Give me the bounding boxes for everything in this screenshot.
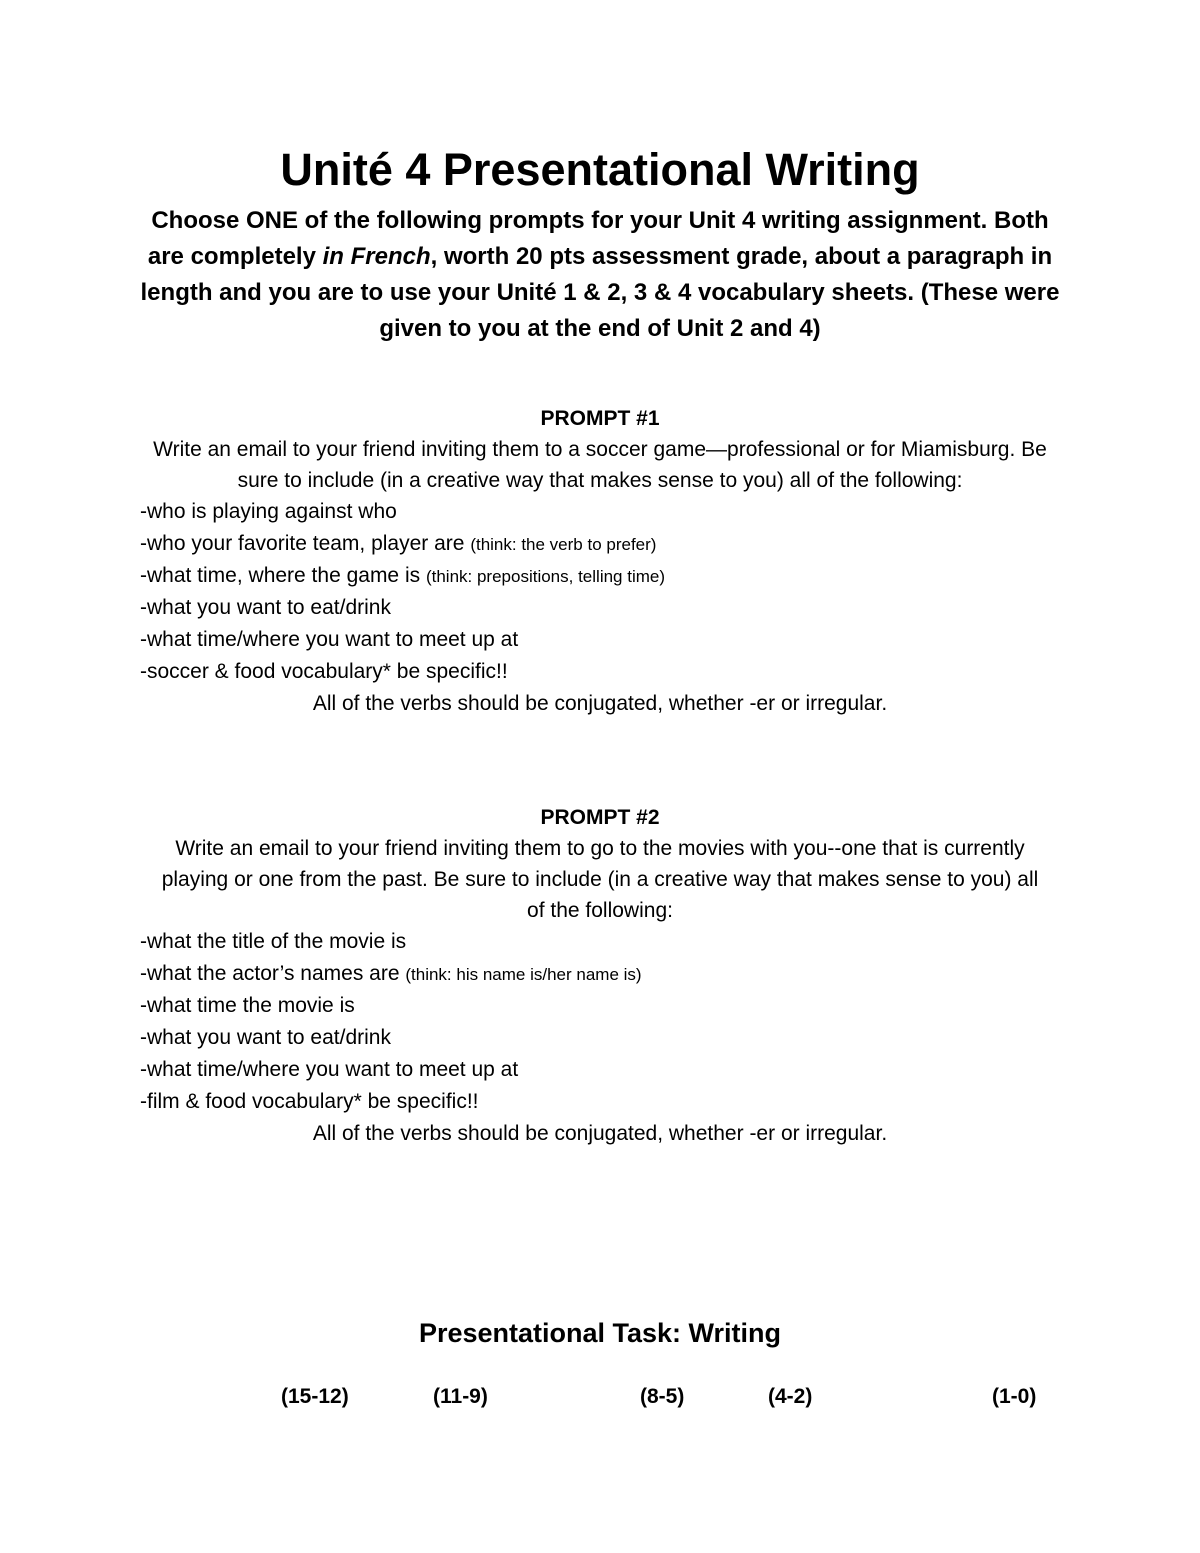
list-item-text: -what time, where the game is [140,564,426,587]
list-item-hint: (think: prepositions, telling time) [425,567,665,586]
list-item [140,528,1060,560]
list-item-hint: (think: his name is/her name is) [405,965,642,984]
list-item [140,624,1060,656]
prompt-2-description: Write an email to your friend inviting them to go to the movies with you--one that is currently playing or one from the past. Be sure to include (in a creative way that makes sense to you) all of the following: [161,837,1039,922]
prompt-2-section [140,802,1060,1149]
score-range: (11-9) [433,1385,488,1408]
list-item-text: -film & food vocabulary* be specific!! [140,1090,479,1113]
list-item [140,496,1060,528]
prompt-1-section [140,403,1060,719]
score-range: (8-5) [640,1385,685,1408]
list-item-text: -who your favorite team, player are [140,532,471,555]
intro-italic-text: in French [322,243,431,270]
list-item-text: -what time/where you want to meet up at [140,1058,519,1081]
list-item-text: -who is playing against who [140,500,397,523]
list-item-text: -soccer & food vocabulary* be specific!! [140,660,508,683]
list-item-text: -what you want to eat/drink [140,596,391,619]
list-item-text: -what time the movie is [140,994,355,1017]
list-item [140,1086,1060,1118]
page-title: Unité 4 Presentational Writing [280,144,920,195]
prompt-2-closing: All of the verbs should be conjugated, whether -er or irregular. [312,1122,888,1145]
score-range: (4-2) [768,1385,813,1408]
list-item [140,1054,1060,1086]
intro-text-end: , worth 20 pts assessment grade, about a paragraph in length and you are to use your Unité 1 & 2, 3 & 4 vocabulary sheets. (These were given to you at the end of Unit 2 and 4) [140,243,1060,342]
prompt-1-description: Write an email to your friend inviting them to a soccer game—professional or for Miamisburg. Be sure to include (in a creative way that makes sense to you) all of the following: [153,438,1047,492]
score-range: (15-12) [281,1385,349,1408]
prompt-1-heading: PROMPT #1 [540,407,660,430]
score-range: (1-0) [992,1385,1037,1408]
list-item [140,1022,1060,1054]
list-item [140,656,1060,688]
list-item-text: -what you want to eat/drink [140,1026,391,1049]
intro-paragraph [130,203,1070,347]
prompt-1-requirements [140,496,1060,688]
list-item-text: -what the title of the movie is [140,930,407,953]
prompt-1-closing: All of the verbs should be conjugated, whether -er or irregular. [312,692,888,715]
prompt-2-heading: PROMPT #2 [540,806,660,829]
task-title: Presentational Task: Writing [418,1318,782,1348]
list-item [140,926,1060,958]
list-item [140,990,1060,1022]
list-item [140,958,1060,990]
list-item-hint: (think: the verb to prefer) [470,535,657,554]
list-item [140,560,1060,592]
list-item [140,592,1060,624]
list-item-text: -what time/where you want to meet up at [140,628,519,651]
list-item-text: -what the actor’s names are [140,962,406,985]
intro-text-start: Choose ONE of the following prompts for your Unit 4 writing assignment. Both are completely [147,207,1049,270]
prompt-2-requirements [140,926,1060,1118]
